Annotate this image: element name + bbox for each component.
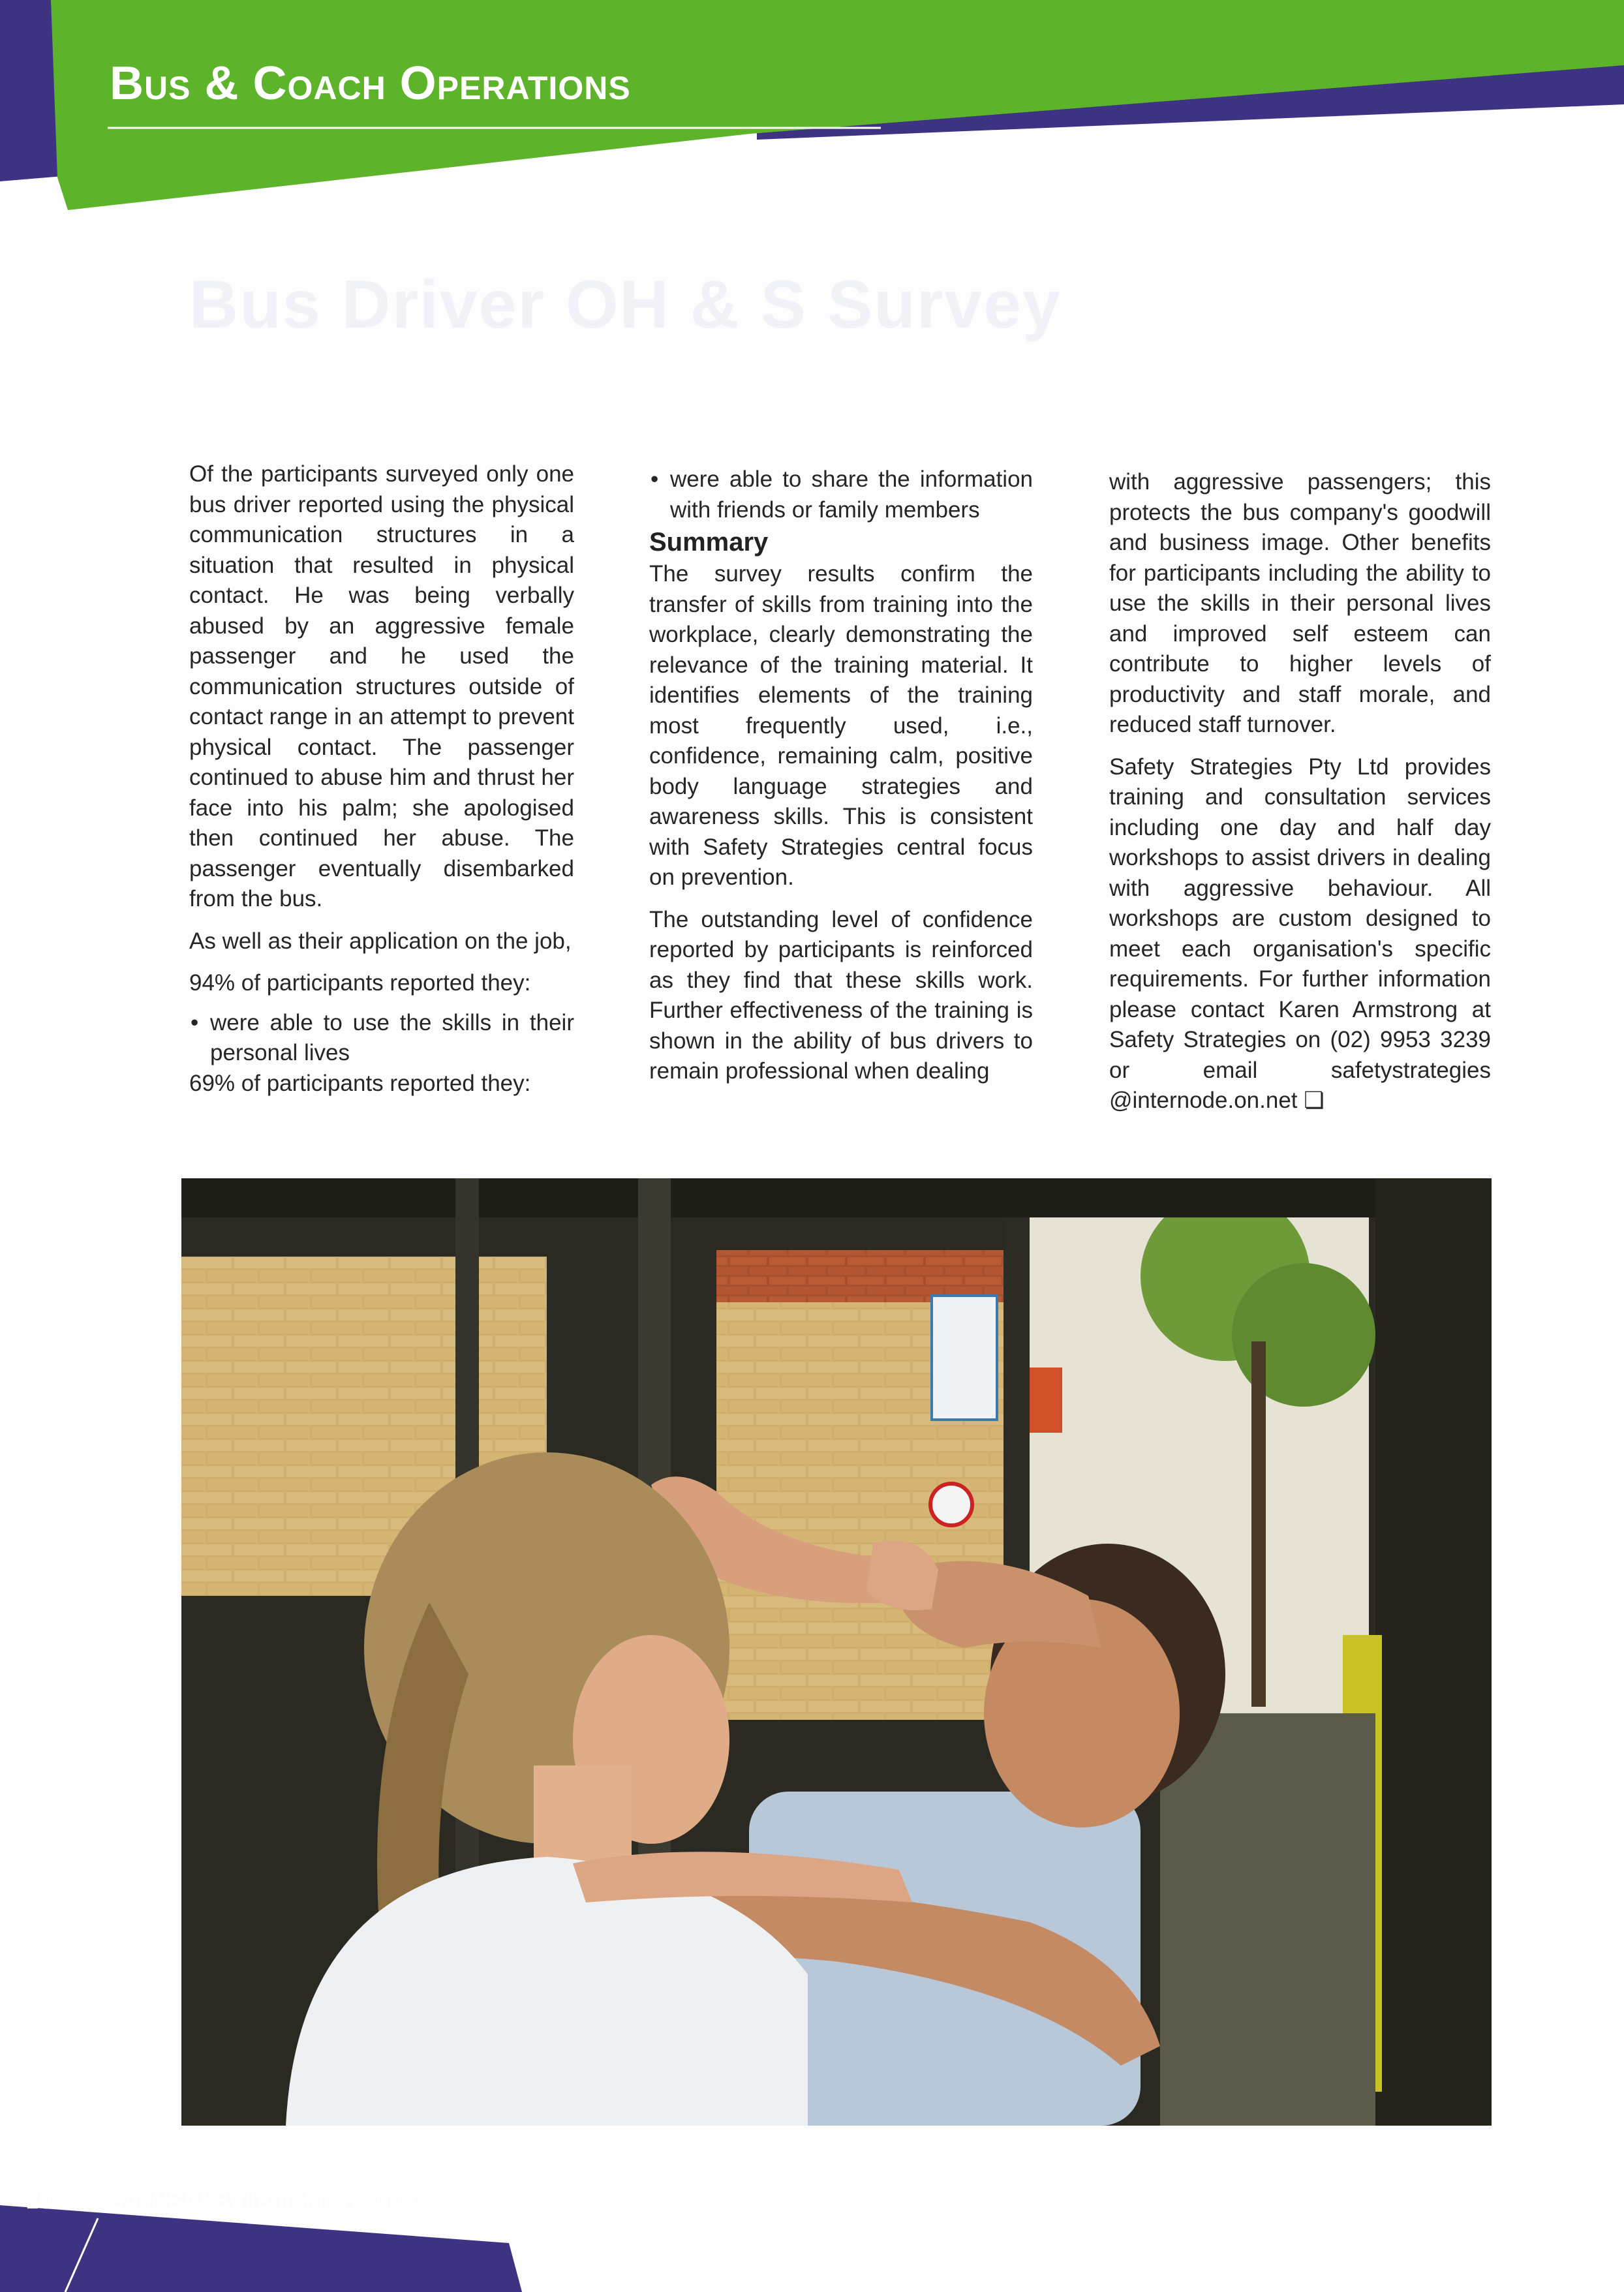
stat-69-percent: 69% of participants reported they:	[189, 1070, 531, 1096]
bullet-list-2	[649, 465, 1033, 525]
publication-date: March 2009	[291, 2187, 416, 2214]
training-photo	[181, 1178, 1492, 2126]
end-mark-icon: ❏	[1304, 1088, 1325, 1113]
paragraph-benefits: with aggressive passengers; this protects the bus company's goodwill and business image. Other benefits for participants including the ability to use the skills in their personal lives and improved self esteem can contribute to higher levels of productivity and staff morale, and reduced staff turnover.	[1109, 469, 1491, 737]
paragraph-incident: Of the participants surveyed only one bus driver reported using the physical communication structures in a situation that resulted in physical contact. He was being verbally abused by an aggressive female passenger and he used the communication structures outside of contact range in an attempt to prevent physical contact. The passenger continued to abuse him and thrust her face into his palm; she apologised then continued her abuse. The passenger eventually disembarked from the bus.	[189, 461, 574, 911]
page-number: 20	[26, 2187, 53, 2214]
bullet-share-information: • were able to share the information with friends or family members	[670, 465, 1033, 525]
publication-name: BusNSW Bulletin	[107, 2187, 299, 2214]
bus-dash	[1160, 1713, 1375, 2126]
section-title: Bus & Coach Operations	[110, 57, 631, 110]
no-entry-sign	[930, 1484, 972, 1525]
paragraph-summary: The survey results confirm the transfer of skills from training into the workplace, clearly demonstrating the relevance of the training material. It identifies elements of the training most frequently used, i.e., confidence, remaining calm, positive body language strategies and awareness skills. This is consistent with Safety Strategies central focus on prevention.	[649, 561, 1033, 890]
contact-text: Safety Strategies Pty Ltd provides training and consultation services including one day and half day workshops to assist drivers in dealing with aggressive behaviour. All workshops are custom designed to meet each organisation's specific requirements. For further information please contact Karen Armstrong at Safety Strategies on (02) 9953 3239 or email safetystrategies @internode.on.net	[1109, 754, 1491, 1113]
footer-band	[0, 2205, 1624, 2292]
paragraph-contact	[1109, 752, 1491, 1116]
tree-trunk	[1251, 1341, 1266, 1707]
paragraph-confidence: The outstanding level of confidence reported by participants is reinforced as they find that these skills work. Further effectiveness of the training is shown in the ability of bus drivers to remain professional when dealing	[649, 906, 1033, 1084]
paragraph-application: As well as their application on the job,	[189, 928, 572, 954]
article-column-3	[1109, 467, 1491, 1116]
footer-navy	[0, 2205, 522, 2292]
bullet-personal-lives: • were able to use the skills in their personal lives	[210, 1008, 574, 1069]
bus-door-frame	[1375, 1178, 1492, 2126]
article-column-1	[189, 459, 574, 1099]
article-column-2	[649, 465, 1033, 1087]
bullet-list-1	[189, 1008, 574, 1069]
summary-heading: Summary	[649, 528, 769, 557]
stat-94-percent: 94% of participants reported they:	[189, 970, 531, 996]
notice-sign	[932, 1296, 997, 1420]
bus-roof	[181, 1178, 1492, 1217]
ghost-article-title: Bus Driver OH & S Survey	[189, 267, 1062, 343]
